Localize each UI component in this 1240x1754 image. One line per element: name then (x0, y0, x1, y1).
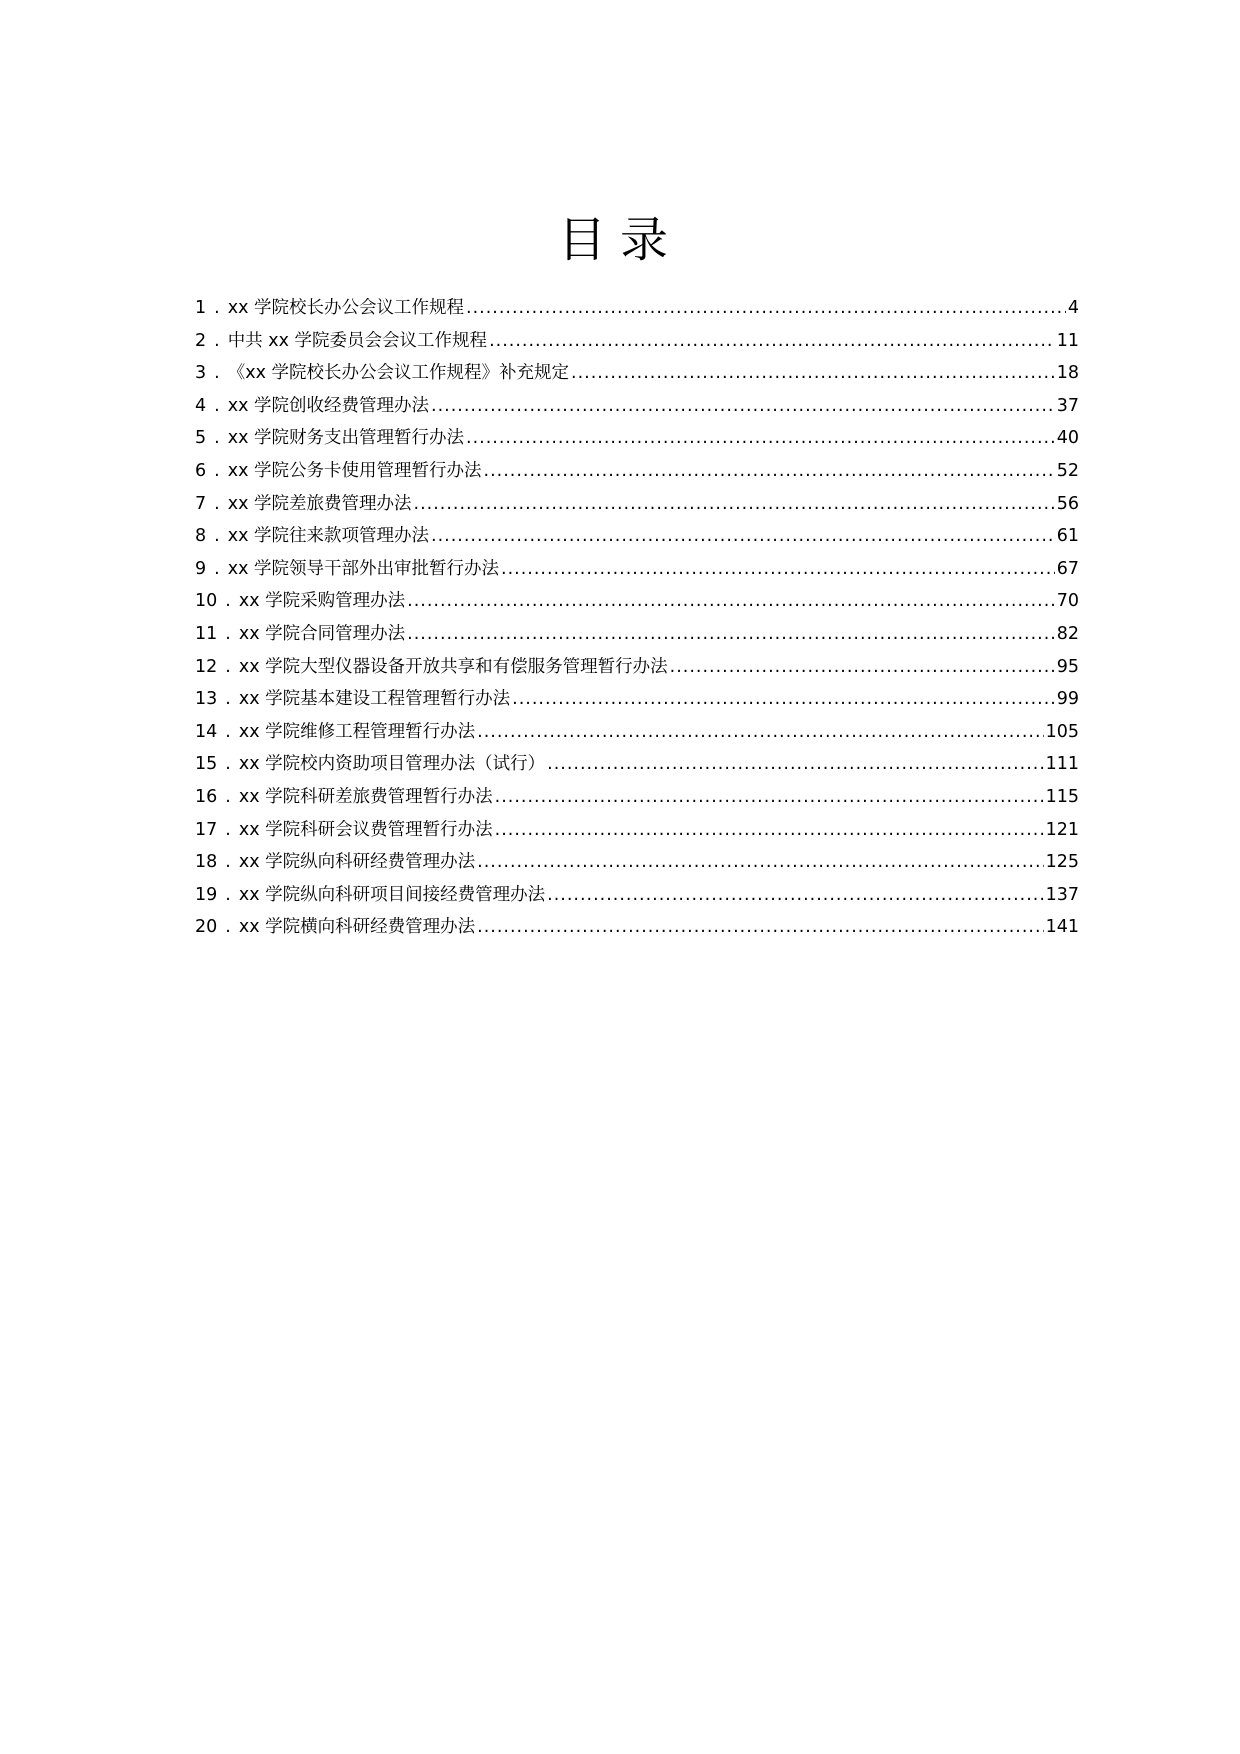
toc-entry-number: 15 (195, 754, 218, 775)
toc-entry-page-number: 11 (1056, 330, 1079, 351)
toc-entry-title: xx 学院差旅费管理办法 (227, 493, 412, 514)
toc-entry[interactable] (195, 390, 1079, 423)
toc-entry-title: xx 学院科研会议费管理暂行办法 (238, 819, 493, 840)
toc-entry-title: xx 学院采购管理办法 (238, 591, 406, 612)
toc-entry-title: xx 学院领导干部外出审批暂行办法 (227, 558, 499, 579)
toc-entry-dot-leader (547, 879, 1043, 912)
toc-entry-separator: . (225, 917, 231, 938)
toc-entry[interactable] (195, 879, 1079, 912)
toc-entry-dot-leader (431, 390, 1055, 423)
toc-entry-separator: . (214, 558, 220, 579)
toc-entry-page-number: 115 (1045, 786, 1079, 807)
toc-entry-separator: . (225, 754, 231, 775)
toc-entry[interactable] (195, 911, 1079, 944)
toc-entry-dot-leader (477, 716, 1043, 749)
toc-entry-title: xx 学院维修工程管理暂行办法 (238, 721, 476, 742)
toc-entry-page-number: 4 (1067, 298, 1079, 318)
toc-entry[interactable] (195, 292, 1079, 325)
toc-entry-title: xx 学院纵向科研经费管理办法 (238, 852, 476, 873)
toc-entry[interactable] (195, 748, 1079, 781)
toc-entry-title: 《xx 学院校长办公会议工作规程》补充规定 (227, 363, 569, 384)
toc-entry[interactable] (195, 455, 1079, 488)
toc-entry[interactable] (195, 814, 1079, 847)
toc-entry-dot-leader (501, 553, 1055, 586)
toc-entry[interactable] (195, 553, 1079, 586)
toc-entry-separator: . (214, 298, 220, 318)
toc-entry-dot-leader (547, 748, 1043, 781)
toc-entry-separator: . (214, 460, 220, 481)
toc-entry-dot-leader (670, 651, 1055, 684)
toc-entry-title: xx 学院财务支出管理暂行办法 (227, 428, 464, 449)
toc-entry-title: xx 学院创收经费管理办法 (227, 395, 429, 416)
toc-entry-number: 9 (195, 558, 207, 579)
toc-entry-dot-leader (477, 911, 1043, 944)
toc-entry[interactable] (195, 325, 1079, 358)
toc-entry[interactable] (195, 781, 1079, 814)
toc-entry-number: 6 (195, 460, 207, 481)
toc-entry-separator: . (214, 493, 220, 514)
toc-entry-separator: . (214, 363, 220, 384)
toc-entry-number: 4 (195, 395, 207, 416)
toc-entry-title: xx 学院基本建设工程管理暂行办法 (238, 689, 511, 710)
toc-entry-title: xx 学院合同管理办法 (238, 623, 406, 644)
toc-entry-dot-leader (407, 618, 1055, 651)
toc-entry-separator: . (225, 852, 231, 873)
toc-entry-number: 1 (195, 298, 207, 318)
toc-entry-title: 中共 xx 学院委员会会议工作规程 (227, 330, 488, 351)
toc-entry-page-number: 37 (1056, 395, 1079, 416)
toc-entry-page-number: 61 (1056, 526, 1079, 547)
toc-entry-dot-leader (466, 292, 1066, 325)
toc-entry-dot-leader (489, 325, 1055, 358)
toc-entry-number: 12 (195, 656, 218, 677)
toc-entry-page-number: 56 (1056, 493, 1079, 514)
toc-entry[interactable] (195, 488, 1079, 521)
toc-entry[interactable] (195, 716, 1079, 749)
toc-entry-page-number: 111 (1045, 754, 1079, 775)
toc-entry-separator: . (225, 591, 231, 612)
toc-entry-title: xx 学院往来款项管理办法 (227, 526, 429, 547)
toc-entry-separator: . (225, 786, 231, 807)
toc-entry-dot-leader (512, 683, 1055, 716)
toc-entry[interactable] (195, 846, 1079, 879)
toc-entry-separator: . (225, 656, 231, 677)
toc-entry-separator: . (225, 819, 231, 840)
toc-entry-page-number: 125 (1045, 852, 1079, 873)
toc-entry-number: 16 (195, 786, 218, 807)
toc-entry-dot-leader (495, 814, 1044, 847)
toc-entry-separator: . (225, 721, 231, 742)
toc-entry-dot-leader (431, 520, 1055, 553)
toc-entry-number: 13 (195, 689, 218, 710)
toc-entry-separator: . (225, 884, 231, 905)
toc-entry-separator: . (225, 623, 231, 644)
toc-entry[interactable] (195, 683, 1079, 716)
toc-entry-title: xx 学院大型仪器设备开放共享和有偿服务管理暂行办法 (238, 656, 668, 677)
toc-entry-dot-leader (466, 422, 1055, 455)
toc-entry[interactable] (195, 520, 1079, 553)
toc-entry-title: xx 学院科研差旅费管理暂行办法 (238, 786, 493, 807)
toc-entry-number: 3 (195, 363, 207, 384)
toc-entry[interactable] (195, 357, 1079, 390)
toc-entry-page-number: 105 (1045, 721, 1079, 742)
toc-entry-separator: . (214, 330, 220, 351)
toc-entry-number: 14 (195, 721, 218, 742)
toc-entry-page-number: 95 (1056, 656, 1079, 677)
toc-list (195, 292, 1079, 944)
toc-entry-number: 5 (195, 428, 207, 449)
toc-entry-number: 19 (195, 884, 218, 905)
toc-entry-page-number: 52 (1056, 460, 1079, 481)
toc-entry-dot-leader (407, 585, 1055, 618)
toc-entry[interactable] (195, 585, 1079, 618)
toc-entry-number: 11 (195, 623, 218, 644)
toc-entry-title: xx 学院公务卡使用管理暂行办法 (227, 460, 482, 481)
toc-entry-title: xx 学院校内资助项目管理办法（试行） (238, 754, 546, 775)
toc-entry-dot-leader (571, 357, 1055, 390)
toc-entry[interactable] (195, 422, 1079, 455)
toc-entry-page-number: 99 (1056, 689, 1079, 710)
toc-title: 目录 (557, 212, 682, 268)
toc-entry-page-number: 40 (1056, 428, 1079, 449)
toc-entry-separator: . (214, 428, 220, 449)
toc-entry[interactable] (195, 651, 1079, 684)
toc-entry-page-number: 121 (1045, 819, 1079, 840)
toc-entry-dot-leader (477, 846, 1043, 879)
toc-entry-separator: . (214, 395, 220, 416)
toc-entry-number: 20 (195, 917, 218, 938)
toc-entry-page-number: 18 (1056, 363, 1079, 384)
toc-entry-title: xx 学院纵向科研项目间接经费管理办法 (238, 884, 546, 905)
toc-entry-dot-leader (414, 488, 1055, 521)
toc-entry-title: xx 学院横向科研经费管理办法 (238, 917, 476, 938)
toc-entry-number: 18 (195, 852, 218, 873)
toc-entry-separator: . (214, 526, 220, 547)
toc-entry-number: 7 (195, 493, 207, 514)
toc-entry-number: 8 (195, 526, 207, 547)
toc-entry-page-number: 137 (1045, 884, 1079, 905)
toc-entry-dot-leader (495, 781, 1044, 814)
toc-entry-title: xx 学院校长办公会议工作规程 (227, 298, 464, 318)
toc-entry-page-number: 67 (1056, 558, 1079, 579)
toc-entry-page-number: 70 (1056, 591, 1079, 612)
toc-entry-number: 2 (195, 330, 207, 351)
toc-entry-number: 10 (195, 591, 218, 612)
toc-entry-page-number: 82 (1056, 623, 1079, 644)
toc-entry[interactable] (195, 618, 1079, 651)
toc-entry-number: 17 (195, 819, 218, 840)
toc-entry-page-number: 141 (1045, 917, 1079, 938)
toc-entry-separator: . (225, 689, 231, 710)
toc-entry-dot-leader (484, 455, 1055, 488)
